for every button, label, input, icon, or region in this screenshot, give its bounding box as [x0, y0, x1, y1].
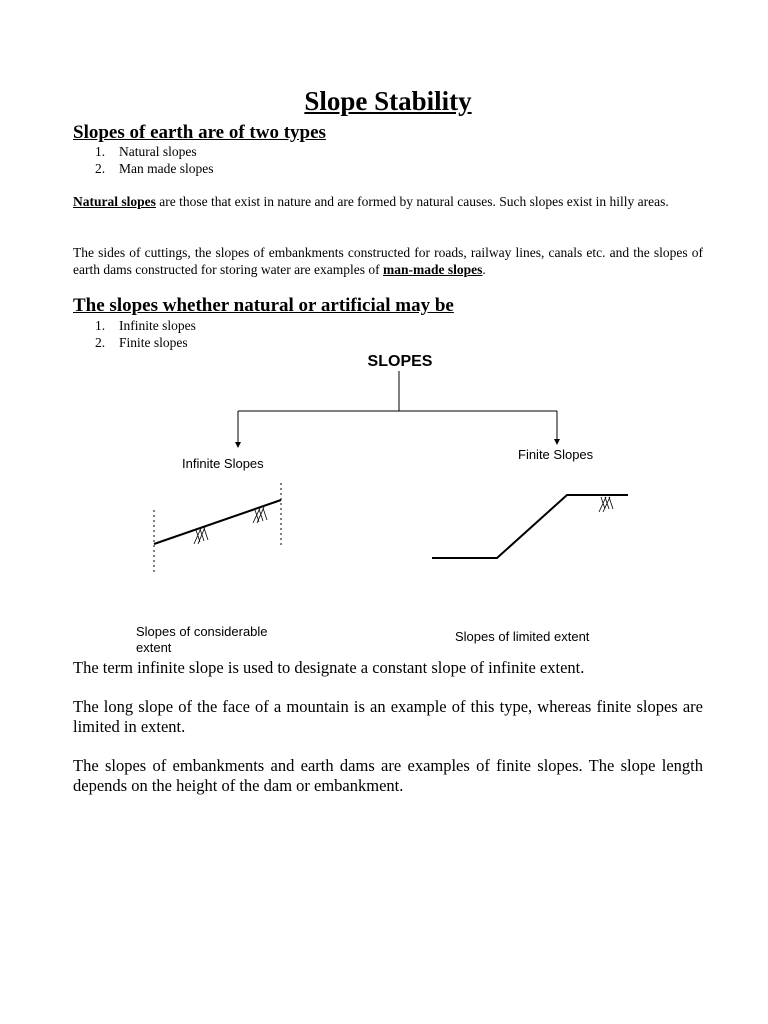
diagram-root-label: SLOPES — [367, 353, 433, 370]
list-item: 1. Natural slopes — [95, 144, 197, 159]
paragraph-embankment-example: The slopes of embankments and earth dams are examples of finite slopes. The slope length depends on the height of the dam or embankment. — [73, 756, 703, 795]
infinite-slopes-label: Infinite Slopes — [182, 456, 264, 471]
hatching-icon — [599, 497, 613, 512]
list-item: 2. Finite slopes — [95, 335, 188, 350]
paragraph-natural-slopes: Natural slopes are those that exist in nature and are formed by natural causes. Such slopes exist in hilly areas. — [73, 194, 669, 209]
paragraph-mountain-example: The long slope of the face of a mountain is an example of this type, whereas finite slopes are limited in extent. — [73, 697, 703, 736]
infinite-caption-line2: extent — [136, 640, 172, 655]
arrow-down-icon — [235, 442, 241, 448]
finite-caption: Slopes of limited extent — [455, 629, 590, 644]
paragraph-man-made-slopes: The sides of cuttings, the slopes of embankments constructed for roads, railway lines, canals etc. and the slopes of earth dams constructed for storing water are examples of man-made slopes. — [73, 245, 703, 277]
term-natural-slopes: Natural slopes — [73, 194, 156, 209]
list-item: 1. Infinite slopes — [95, 318, 196, 333]
arrow-down-icon — [554, 439, 560, 445]
finite-slopes-label: Finite Slopes — [518, 447, 594, 462]
section-heading-slope-kinds: The slopes whether natural or artificial may be — [73, 295, 454, 316]
paragraph-infinite-slope: The term infinite slope is used to designate a constant slope of infinite extent. — [73, 658, 585, 677]
infinite-caption-line1: Slopes of considerable — [136, 624, 268, 639]
term-man-made-slopes: man-made slopes — [383, 262, 483, 277]
infinite-slope-figure — [154, 483, 281, 572]
page-title: Slope Stability — [304, 86, 472, 116]
list-item: 2. Man made slopes — [95, 161, 214, 176]
section-heading-types: Slopes of earth are of two types — [73, 122, 326, 143]
finite-slope-figure — [432, 495, 628, 558]
tree-connectors — [238, 371, 557, 443]
